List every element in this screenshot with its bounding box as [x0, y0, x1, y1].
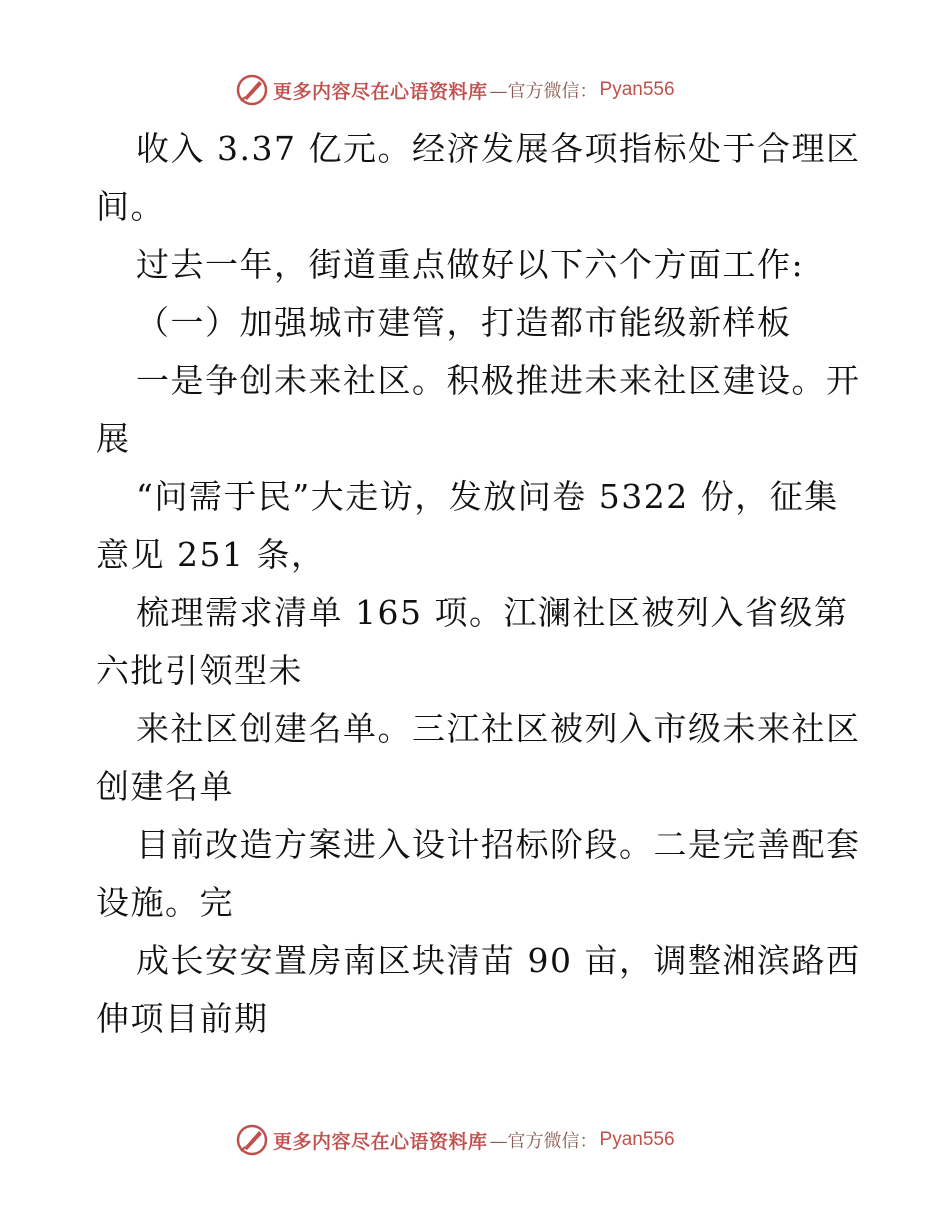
body-text-line: 成长安安置房南区块清苗 90 亩，调整湘滨路西	[136, 941, 861, 980]
body-text-line: 创建名单	[96, 767, 234, 806]
footer-sub-text: —官方微信：	[489, 1131, 598, 1152]
body-text-line: （一）加强城市建管，打造都市能级新样板	[136, 303, 792, 342]
body-text-line: “问需于民”大走访，发放问卷 5322 份，征集	[136, 477, 839, 516]
body-text-line: 展	[96, 419, 131, 458]
body-text-line: 过去一年，街道重点做好以下六个方面工作:	[136, 245, 805, 284]
body-text-line: 间。	[96, 187, 165, 226]
footer-wechat-id: Pyan556	[599, 1129, 675, 1150]
quill-seal-icon	[235, 1123, 269, 1157]
header-sub-text: —官方微信：	[489, 81, 598, 102]
footer-watermark	[235, 1122, 675, 1158]
body-text-line: 一是争创未来社区。积极推进未来社区建设。开	[136, 361, 861, 400]
footer-main-text: 更多内容尽在心语资料库	[273, 1130, 488, 1153]
quill-seal-icon	[235, 73, 269, 107]
body-text-line: 六批引领型未	[96, 651, 303, 690]
header-watermark	[235, 72, 675, 108]
document-body	[96, 120, 861, 1048]
body-text-line: 来社区创建名单。三江社区被列入市级未来社区	[136, 709, 861, 748]
header-wechat-id: Pyan556	[599, 79, 675, 100]
body-text-line: 收入 3.37 亿元。经济发展各项指标处于合理区	[136, 129, 861, 168]
header-main-text: 更多内容尽在心语资料库	[273, 80, 488, 103]
body-text-line: 目前改造方案进入设计招标阶段。二是完善配套	[136, 825, 861, 864]
body-text-line: 设施。完	[96, 883, 234, 922]
body-text-line: 梳理需求清单 165 项。江澜社区被列入省级第	[136, 593, 849, 632]
body-text-line: 伸项目前期	[96, 999, 269, 1038]
body-text-line: 意见 251 条，	[96, 535, 326, 574]
